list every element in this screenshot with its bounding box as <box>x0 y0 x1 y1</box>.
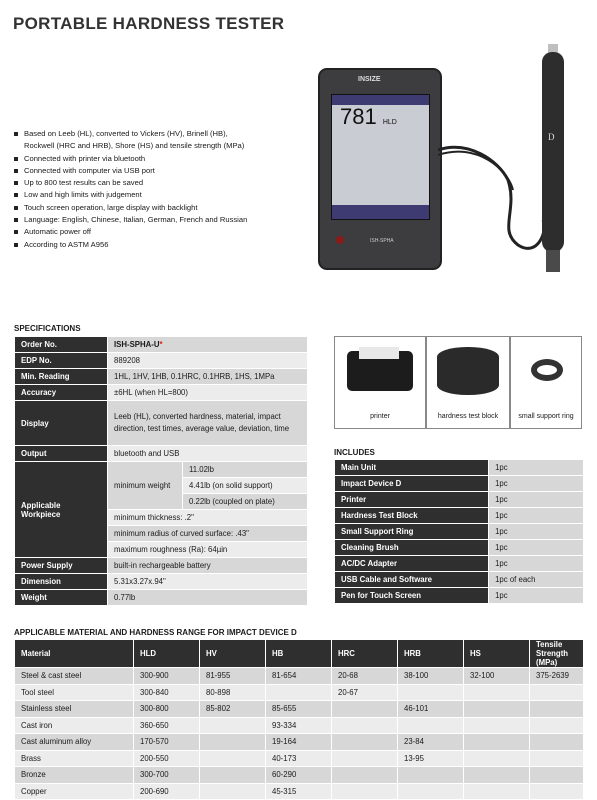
table-row <box>15 574 308 590</box>
material-name: Stainless steel <box>15 701 134 718</box>
hardness-range: 19-164 <box>266 734 332 751</box>
table-row <box>15 590 308 606</box>
min-weight-value: 4.41lb (on solid support) <box>183 478 308 494</box>
hardness-range <box>530 767 584 784</box>
feature-list <box>14 128 254 251</box>
column-header: HRC <box>332 640 398 668</box>
screen-footer-bar <box>332 205 429 219</box>
row-label: Min. Reading <box>15 369 108 385</box>
material-name: Cast iron <box>15 717 134 734</box>
hardness-range <box>398 684 464 701</box>
hardness-range <box>464 767 530 784</box>
hardness-range: 85-802 <box>200 701 266 718</box>
column-header: HS <box>464 640 530 668</box>
table-row <box>15 353 308 369</box>
column-header: HB <box>266 640 332 668</box>
accessory-support-ring <box>510 336 582 429</box>
hardness-range: 20-68 <box>332 668 398 685</box>
accuracy-value: ±6HL (when HL=800) <box>108 385 308 401</box>
table-row <box>15 369 308 385</box>
material-name: Bronze <box>15 767 134 784</box>
include-qty: 1pc <box>489 540 584 556</box>
table-row <box>335 556 584 572</box>
hardness-range: 85-655 <box>266 701 332 718</box>
material-name: Brass <box>15 750 134 767</box>
min-weight-value: 11.02lb <box>183 462 308 478</box>
materials-heading: APPLICABLE MATERIAL AND HARDNESS RANGE FOR IMPACT DEVICE D <box>14 628 297 637</box>
include-item: Impact Device D <box>335 476 489 492</box>
feature-item: Automatic power off <box>14 226 254 238</box>
table-row <box>335 540 584 556</box>
hardness-range: 23-84 <box>398 734 464 751</box>
include-item: Printer <box>335 492 489 508</box>
table-row <box>335 476 584 492</box>
device-model-label: ISH-SPHA <box>370 238 394 244</box>
row-label: Output <box>15 446 108 462</box>
hardness-range: 80-898 <box>200 684 266 701</box>
table-row <box>335 588 584 604</box>
power-button-icon <box>336 236 344 244</box>
row-label: Order No. <box>15 337 108 353</box>
table-header-row <box>15 640 584 668</box>
hardness-range <box>332 717 398 734</box>
accessory-printer <box>334 336 426 429</box>
include-qty: 1pc <box>489 476 584 492</box>
includes-heading: INCLUDES <box>334 448 375 457</box>
hardness-range <box>200 750 266 767</box>
hardness-range <box>464 701 530 718</box>
order-number: ISH-SPHA-U* <box>108 337 308 353</box>
hardness-range: 200-690 <box>134 783 200 800</box>
include-qty: 1pc <box>489 556 584 572</box>
hardness-range <box>530 717 584 734</box>
includes-table <box>334 459 584 604</box>
feature-item: According to ASTM A956 <box>14 239 254 251</box>
accessory-test-block <box>426 336 510 429</box>
accessory-caption: printer <box>370 413 390 420</box>
hardness-range <box>200 734 266 751</box>
hardness-range <box>200 767 266 784</box>
table-row <box>15 701 584 718</box>
hardness-range: 45-315 <box>266 783 332 800</box>
include-item: AC/DC Adapter <box>335 556 489 572</box>
table-row <box>15 717 584 734</box>
table-row <box>15 385 308 401</box>
hardness-range <box>464 783 530 800</box>
feature-item: Language: English, Chinese, Italian, German, French and Russian <box>14 214 254 226</box>
support-ring-icon <box>531 359 563 381</box>
include-qty: 1pc <box>489 524 584 540</box>
power-value: built-in rechargeable battery <box>108 558 308 574</box>
hardness-range: 300-900 <box>134 668 200 685</box>
table-row <box>15 401 308 446</box>
hardness-range: 300-800 <box>134 701 200 718</box>
hardness-range <box>398 783 464 800</box>
material-name: Steel & cast steel <box>15 668 134 685</box>
include-item: Small Support Ring <box>335 524 489 540</box>
table-row <box>15 462 308 478</box>
row-label: Display <box>15 401 108 446</box>
hardness-range <box>200 717 266 734</box>
include-item: Pen for Touch Screen <box>335 588 489 604</box>
column-header: Material <box>15 640 134 668</box>
hardness-range <box>530 684 584 701</box>
hardness-range: 300-700 <box>134 767 200 784</box>
hardness-range <box>464 684 530 701</box>
feature-item: Based on Leeb (HL), converted to Vickers (HV), Brinell (HB), Rockwell (HRC and HRB), Shore (HS) and tensile strength (MPa) <box>14 128 254 153</box>
table-row <box>15 558 308 574</box>
hardness-range <box>530 783 584 800</box>
hardness-range <box>332 783 398 800</box>
hardness-range: 13-95 <box>398 750 464 767</box>
brand-logo: INSIZE <box>358 76 381 83</box>
include-qty: 1pc <box>489 508 584 524</box>
hardness-range: 93-334 <box>266 717 332 734</box>
table-row <box>15 767 584 784</box>
table-row <box>15 734 584 751</box>
hardness-range <box>398 717 464 734</box>
hardness-range <box>332 767 398 784</box>
table-row <box>335 524 584 540</box>
display-value: Leeb (HL), converted hardness, material, impact direction, test times, average value, deviation, time <box>108 401 308 446</box>
hardness-range: 40-173 <box>266 750 332 767</box>
table-row <box>15 446 308 462</box>
probe-base-icon <box>546 250 560 272</box>
hardness-range <box>398 767 464 784</box>
hardness-range: 375-2639 <box>530 668 584 685</box>
min-weight-value: 0.22lb (coupled on plate) <box>183 494 308 510</box>
device-reading: 781 HLD <box>340 104 397 129</box>
hardness-range <box>332 701 398 718</box>
column-header: HRB <box>398 640 464 668</box>
feature-item: Touch screen operation, large display with backlight <box>14 202 254 214</box>
specifications-heading: SPECIFICATIONS <box>14 324 81 333</box>
materials-table <box>14 639 584 800</box>
accessory-caption: hardness test block <box>437 413 499 420</box>
test-block-icon <box>437 347 499 395</box>
row-label: EDP No. <box>15 353 108 369</box>
probe-label: D <box>548 132 555 142</box>
column-header: HLD <box>134 640 200 668</box>
column-header: Tensile Strength (MPa) <box>530 640 584 668</box>
include-qty: 1pc <box>489 492 584 508</box>
hardness-range <box>464 750 530 767</box>
edp-number: 889208 <box>108 353 308 369</box>
row-label: Accuracy <box>15 385 108 401</box>
min-reading-value: 1HL, 1HV, 1HB, 0.1HRC, 0.1HRB, 1HS, 1MPa <box>108 369 308 385</box>
min-radius-value: minimum radius of curved surface: .43" <box>108 526 308 542</box>
table-row <box>335 460 584 476</box>
row-label: Power Supply <box>15 558 108 574</box>
dimension-value: 5.31x3.27x.94" <box>108 574 308 590</box>
hardness-range: 20-67 <box>332 684 398 701</box>
hardness-range <box>464 717 530 734</box>
output-value: bluetooth and USB <box>108 446 308 462</box>
feature-item: Connected with printer via bluetooth <box>14 153 254 165</box>
feature-item: Connected with computer via USB port <box>14 165 254 177</box>
hardness-range: 81-654 <box>266 668 332 685</box>
max-roughness-value: maximum roughness (Ra): 64µin <box>108 542 308 558</box>
specifications-table <box>14 336 308 606</box>
hardness-range: 60-290 <box>266 767 332 784</box>
table-row <box>15 684 584 701</box>
hardness-range <box>464 734 530 751</box>
hardness-range: 300-840 <box>134 684 200 701</box>
weight-value: 0.77lb <box>108 590 308 606</box>
hardness-range: 32-100 <box>464 668 530 685</box>
hardness-range: 81-955 <box>200 668 266 685</box>
min-weight-label: minimum weight <box>108 462 183 510</box>
impact-device-probe <box>542 52 564 252</box>
table-row <box>15 750 584 767</box>
hardness-range <box>530 701 584 718</box>
table-row <box>15 337 308 353</box>
include-qty: 1pc <box>489 588 584 604</box>
feature-item: Low and high limits with judgement <box>14 189 254 201</box>
include-item: Main Unit <box>335 460 489 476</box>
row-label: Dimension <box>15 574 108 590</box>
hardness-range <box>332 734 398 751</box>
hardness-range: 360-650 <box>134 717 200 734</box>
materials-table-body <box>15 668 584 800</box>
hardness-range <box>200 783 266 800</box>
hardness-range <box>266 684 332 701</box>
probe-cable-icon <box>438 80 588 260</box>
row-label: Weight <box>15 590 108 606</box>
include-item: Cleaning Brush <box>335 540 489 556</box>
table-row <box>335 508 584 524</box>
material-name: Cast aluminum alloy <box>15 734 134 751</box>
min-thickness-value: minimum thickness: .2" <box>108 510 308 526</box>
hardness-range <box>530 750 584 767</box>
include-item: Hardness Test Block <box>335 508 489 524</box>
hardness-range: 38-100 <box>398 668 464 685</box>
hardness-range: 170-570 <box>134 734 200 751</box>
table-row <box>335 572 584 588</box>
table-row <box>335 492 584 508</box>
include-qty: 1pc of each <box>489 572 584 588</box>
printer-paper-icon <box>359 347 399 359</box>
feature-item: Up to 800 test results can be saved <box>14 177 254 189</box>
material-name: Copper <box>15 783 134 800</box>
page-title: PORTABLE HARDNESS TESTER <box>13 14 285 33</box>
include-item: USB Cable and Software <box>335 572 489 588</box>
material-name: Tool steel <box>15 684 134 701</box>
accessory-caption: small support ring <box>518 413 574 420</box>
hardness-range: 200-550 <box>134 750 200 767</box>
hardness-tester-image <box>318 68 442 270</box>
column-header: HV <box>200 640 266 668</box>
table-row <box>15 783 584 800</box>
include-qty: 1pc <box>489 460 584 476</box>
table-row <box>15 668 584 685</box>
hardness-range <box>530 734 584 751</box>
hardness-range <box>332 750 398 767</box>
row-label: Applicable Workpiece <box>15 462 108 558</box>
hardness-range: 46-101 <box>398 701 464 718</box>
